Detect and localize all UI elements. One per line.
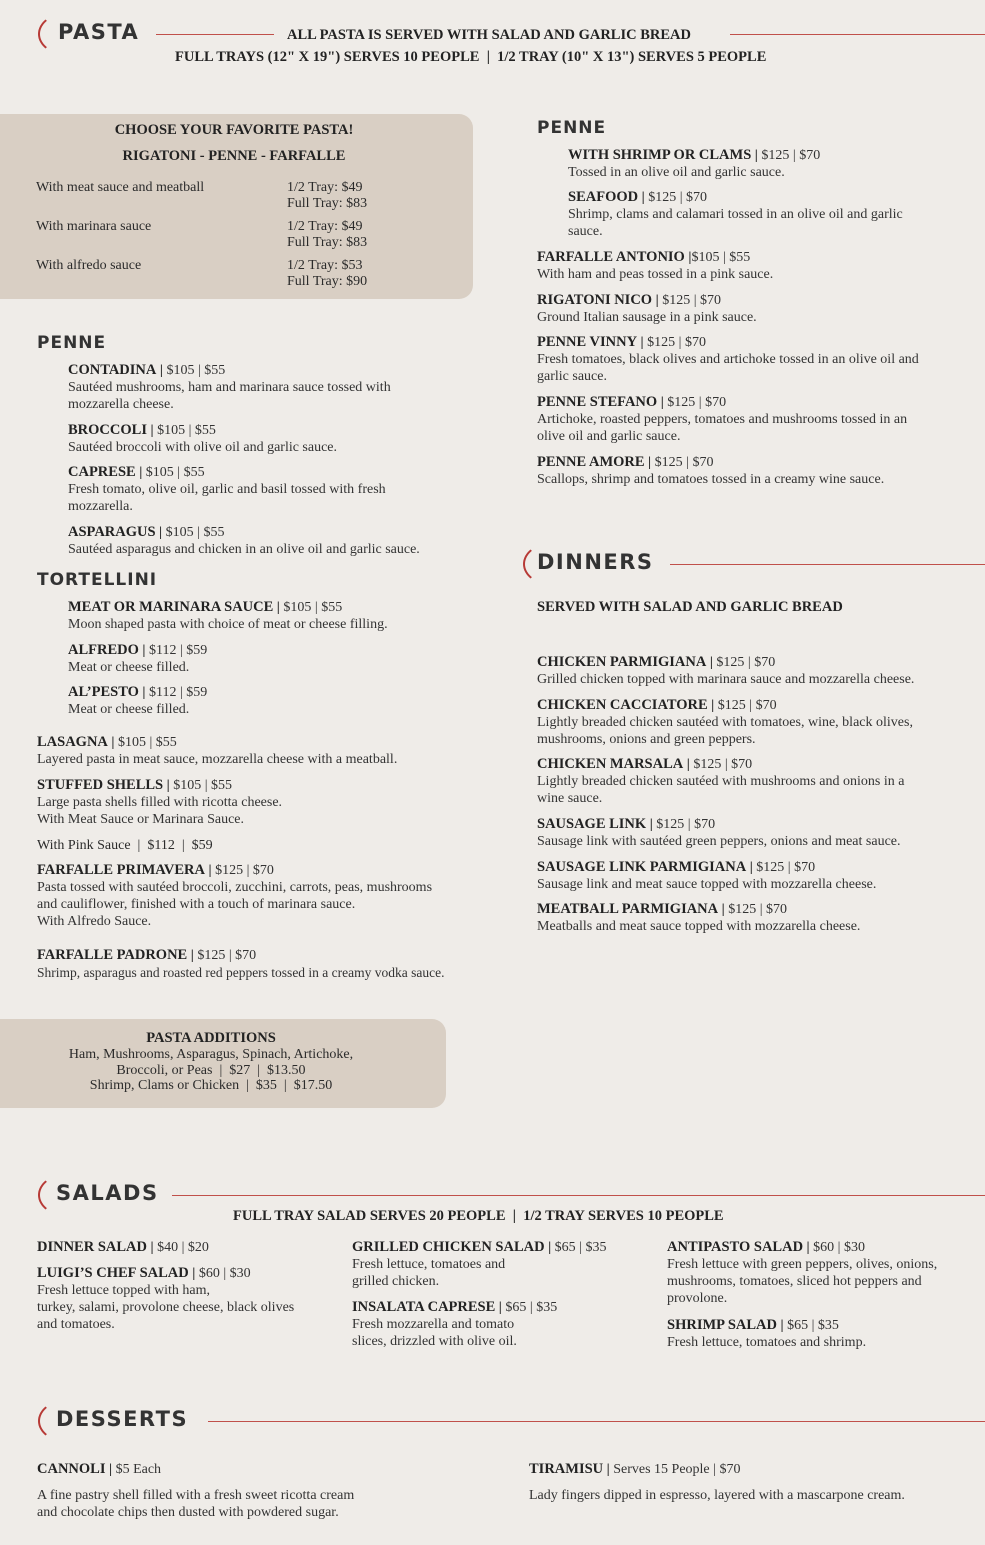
item-name: AL’PESTO [68, 684, 139, 700]
item-price: $125 | $70 [756, 860, 816, 875]
item-price: $65 | $35 [554, 1240, 607, 1255]
item-price: $105 | $55 [691, 250, 751, 265]
item-price: $112 | $59 [149, 643, 208, 658]
choose-row-half: 1/2 Tray: $49 [287, 180, 363, 195]
item-name: SAUSAGE LINK PARMIGIANA [537, 859, 747, 875]
menu-item: FARFALLE PADRONE | $125 | $70 Shrimp, asparagus and roasted red peppers tossed in a creamy vodka sauce. [37, 947, 445, 980]
section-divider [172, 1195, 985, 1196]
item-price: $65 | $35 [505, 1300, 558, 1315]
item-price: $125 | $70 [716, 655, 776, 670]
item-price: $125 | $70 [656, 817, 716, 832]
item-name: ALFREDO [68, 642, 139, 658]
menu-item: DINNER SALAD | $40 | $20 [37, 1239, 209, 1255]
item-desc: mozzarella. [68, 499, 133, 514]
menu-item: FARFALLE ANTONIO |$105 | $55 With ham and peas tossed in a pink sauce. [537, 249, 774, 282]
item-desc: Grilled chicken topped with marinara sauce and mozzarella cheese. [537, 672, 915, 687]
item-desc: With ham and peas tossed in a pink sauce. [537, 267, 774, 282]
item-name: MEATBALL PARMIGIANA [537, 901, 719, 917]
item-price: $125 | $70 [662, 293, 721, 308]
salads-section-title: SALADS [56, 1181, 159, 1205]
menu-item: MEAT OR MARINARA SAUCE | $105 | $55 Moon shaped pasta with choice of meat or cheese filling. [68, 599, 388, 632]
item-price: $105 | $55 [145, 465, 205, 480]
item-desc: With Meat Sauce or Marinara Sauce. [37, 812, 245, 827]
item-desc: turkey, salami, provolone cheese, black olives [37, 1300, 295, 1315]
item-price: $105 | $55 [283, 600, 343, 615]
dinners-note: SERVED WITH SALAD AND GARLIC BREAD [537, 599, 843, 615]
item-price: $105 | $55 [157, 423, 216, 438]
menu-item: CONTADINA | $105 | $55 Sautéed mushrooms, ham and marinara sauce tossed with mozzarella cheese. [68, 362, 391, 412]
item-name: WITH SHRIMP OR CLAMS [568, 147, 752, 163]
item-desc: With Alfredo Sauce. [37, 914, 152, 929]
menu-item: CHICKEN PARMIGIANA | $125 | $70 Grilled chicken topped with marinara sauce and mozzarella cheese. [537, 654, 915, 687]
item-price: $125 | $70 [693, 757, 753, 772]
item-name: CHICKEN MARSALA [537, 756, 684, 772]
item-name: STUFFED SHELLS [37, 777, 164, 793]
pasta-note-trays: FULL TRAYS (12" X 19") SERVES 10 PEOPLE | 1/2 TRAY (10" X 13") SERVES 5 PEOPLE [175, 49, 767, 65]
penne-left-title: PENNE [37, 333, 107, 353]
menu-item: SEAFOOD | $125 | $70 Shrimp, clams and calamari tossed in an olive oil and garlic sauce. [568, 189, 903, 239]
penne-right-title: PENNE [537, 118, 607, 138]
menu-item: TIRAMISU | Serves 15 People | $70 [529, 1461, 741, 1477]
choose-pasta-types: RIGATONI - PENNE - FARFALLE [122, 148, 346, 164]
item-price: $105 | $55 [166, 363, 226, 378]
pasta-section-title: PASTA [58, 20, 140, 44]
menu-item: CAPRESE | $105 | $55 Fresh tomato, olive oil, garlic and basil tossed with fresh mozzarella. [68, 464, 386, 514]
item-desc: Ground Italian sausage in a pink sauce. [537, 310, 757, 325]
pasta-note-salad: ALL PASTA IS SERVED WITH SALAD AND GARLIC BREAD [287, 27, 691, 43]
item-desc: Tossed in an olive oil and garlic sauce. [568, 165, 785, 180]
item-price: $60 | $30 [198, 1266, 251, 1281]
item-desc: sauce. [568, 224, 603, 239]
item-price: $40 | $20 [157, 1240, 209, 1255]
item-desc: A fine pastry shell filled with a fresh sweet ricotta cream [37, 1488, 355, 1503]
section-divider [156, 34, 274, 35]
item-name: CONTADINA [68, 362, 157, 378]
choose-pasta-title: CHOOSE YOUR FAVORITE PASTA! [114, 122, 354, 138]
item-desc: mushrooms, onions and green peppers. [537, 732, 756, 747]
item-price: $125 | $70 [717, 698, 777, 713]
menu-item: ANTIPASTO SALAD | $60 | $30 Fresh lettuce with green peppers, olives, onions, mushrooms, tomatoes, sliced hot peppers and provolone. [667, 1239, 938, 1306]
menu-item: SAUSAGE LINK PARMIGIANA | $125 | $70 Sausage link and meat sauce topped with mozzarella cheese. [537, 859, 877, 892]
item-name: CANNOLI [37, 1461, 106, 1477]
item-name: CHICKEN PARMIGIANA [537, 654, 707, 670]
menu-item: FARFALLE PRIMAVERA | $125 | $70 Pasta tossed with sautéed broccoli, zucchini, carrots, peas, mushrooms and cauliflower, finished with a touch of marinara sauce. With Alfredo Sauce. [37, 862, 433, 929]
menu-item: PENNE STEFANO | $125 | $70 Artichoke, roasted peppers, tomatoes and mushrooms tossed in an olive oil and garlic sauce. [537, 394, 908, 444]
item-description [529, 1487, 969, 1504]
choose-row-full: Full Tray: $90 [287, 274, 368, 289]
item-price: $105 | $55 [118, 735, 177, 750]
item-desc: Meat or cheese filled. [68, 702, 190, 717]
menu-item: BROCCOLI | $105 | $55 Sautéed broccoli with olive oil and garlic sauce. [68, 422, 338, 455]
item-desc: Fresh lettuce, tomatoes and [352, 1257, 506, 1272]
item-desc: mozzarella cheese. [68, 397, 174, 412]
item-desc: Layered pasta in meat sauce, mozzarella cheese with a meatball. [37, 752, 398, 767]
item-desc: grilled chicken. [352, 1274, 440, 1289]
item-price: $112 | $59 [149, 685, 208, 700]
item-description [37, 1487, 477, 1521]
item-desc: Fresh lettuce topped with ham, [37, 1283, 211, 1298]
item-price: $105 | $55 [173, 778, 233, 793]
pasta-additions-line: Shrimp, Clams or Chicken | $35 | $17.50 [89, 1078, 333, 1093]
pasta-additions-line: Broccoli, or Peas | $27 | $13.50 [116, 1063, 306, 1078]
item-desc: Fresh tomato, olive oil, garlic and basil tossed with fresh [68, 482, 386, 497]
choose-row-half: 1/2 Tray: $49 [287, 219, 363, 234]
item-desc: Shrimp, clams and calamari tossed in an olive oil and garlic [568, 207, 903, 222]
item-name: INSALATA CAPRESE [352, 1299, 496, 1315]
item-price: $65 | $35 [787, 1318, 839, 1333]
item-desc: Fresh lettuce with green peppers, olives, onions, [667, 1257, 938, 1272]
choose-row-full: Full Tray: $83 [287, 196, 368, 211]
item-price: $125 | $70 [667, 395, 727, 410]
menu-item: STUFFED SHELLS | $105 | $55 Large pasta shells filled with ricotta cheese. With Meat Sauce or Marinara Sauce. [37, 777, 283, 827]
item-desc: and chocolate chips then dusted with powdered sugar. [37, 1505, 339, 1520]
item-desc: provolone. [667, 1291, 728, 1306]
pasta-additions-line: Ham, Mushrooms, Asparagus, Spinach, Artichoke, [68, 1047, 354, 1062]
item-desc: Artichoke, roasted peppers, tomatoes and mushrooms tossed in an [537, 412, 908, 427]
menu-item: ALFREDO | $112 | $59 Meat or cheese filled. [68, 642, 208, 675]
item-desc: Lightly breaded chicken sautéed with mushrooms and onions in a [537, 774, 905, 789]
menu-item: LUIGI’S CHEF SALAD | $60 | $30 Fresh lettuce topped with ham, turkey, salami, provolone cheese, black olives and tomatoes. [37, 1265, 295, 1332]
pasta-additions-title: PASTA ADDITIONS [146, 1030, 276, 1046]
choose-row-label: With alfredo sauce [36, 258, 142, 273]
item-price: $125 | $70 [761, 148, 821, 163]
item-name: PENNE VINNY [537, 334, 638, 350]
item-desc: Meatballs and meat sauce topped with mozzarella cheese. [537, 919, 861, 934]
menu-item: WITH SHRIMP OR CLAMS | $125 | $70 Tossed in an olive oil and garlic sauce. [568, 147, 821, 180]
item-name: BROCCOLI [68, 422, 147, 438]
menu-item: LASAGNA | $105 | $55 Layered pasta in meat sauce, mozzarella cheese with a meatball. [37, 734, 398, 767]
item-name: SEAFOOD [568, 189, 639, 205]
section-divider [208, 1421, 985, 1422]
item-desc: Lady fingers dipped in espresso, layered with a mascarpone cream. [529, 1488, 905, 1503]
item-desc: slices, drizzled with olive oil. [352, 1334, 517, 1349]
item-desc: garlic sauce. [537, 369, 607, 384]
section-divider [730, 34, 985, 35]
choose-row-full: Full Tray: $83 [287, 235, 368, 250]
menu-item: CHICKEN MARSALA | $125 | $70 Lightly breaded chicken sautéed with mushrooms and onions in a wine sauce. [537, 756, 905, 806]
item-name: CAPRESE [68, 464, 136, 480]
item-name: FARFALLE PADRONE [37, 947, 188, 963]
item-desc: Moon shaped pasta with choice of meat or cheese filling. [68, 617, 388, 632]
menu-item: CHICKEN CACCIATORE | $125 | $70 Lightly breaded chicken sautéed with tomatoes, wine, black olives, mushrooms, onions and green peppers. [537, 697, 913, 747]
item-name: FARFALLE PRIMAVERA [37, 862, 205, 878]
item-price: $5 Each [115, 1462, 162, 1477]
item-price: $125 | $70 [647, 335, 706, 350]
section-divider [670, 564, 985, 565]
item-price: $60 | $30 [813, 1240, 865, 1255]
item-name: PENNE STEFANO [537, 394, 658, 410]
item-desc: mushrooms, tomatoes, sliced hot peppers and [667, 1274, 922, 1289]
item-name: RIGATONI NICO [537, 292, 653, 308]
item-name: FARFALLE ANTONIO [537, 249, 685, 265]
item-desc: Sautéed broccoli with olive oil and garlic sauce. [68, 440, 338, 455]
item-desc: Lightly breaded chicken sautéed with tomatoes, wine, black olives, [537, 715, 913, 730]
menu-item: AL’PESTO | $112 | $59 Meat or cheese filled. [68, 684, 208, 717]
dinners-section-title: DINNERS [537, 550, 654, 574]
item-name: GRILLED CHICKEN SALAD [352, 1239, 545, 1255]
item-desc: Fresh mozzarella and tomato [352, 1317, 515, 1332]
menu-item: CANNOLI | $5 Each [37, 1461, 162, 1477]
item-desc: Large pasta shells filled with ricotta cheese. [37, 795, 283, 810]
item-name: DINNER SALAD [37, 1239, 147, 1255]
item-price: $125 | $70 [215, 863, 274, 878]
item-price: $125 | $70 [728, 902, 788, 917]
item-desc: wine sauce. [537, 791, 603, 806]
item-name: ASPARAGUS [68, 524, 156, 540]
item-desc: Sautéed asparagus and chicken in an olive oil and garlic sauce. [68, 542, 420, 557]
item-desc: Pasta tossed with sautéed broccoli, zucchini, carrots, peas, mushrooms [37, 880, 433, 895]
item-price: $105 | $55 [165, 525, 225, 540]
item-price: $125 | $70 [648, 190, 707, 205]
menu-item: SAUSAGE LINK | $125 | $70 Sausage link with sautéed green peppers, onions and meat sauce. [537, 816, 901, 849]
menu-item: SHRIMP SALAD | $65 | $35 Fresh lettuce, tomatoes and shrimp. [667, 1317, 867, 1350]
menu-item: ASPARAGUS | $105 | $55 Sautéed asparagus and chicken in an olive oil and garlic sauce. [68, 524, 420, 557]
menu-item: INSALATA CAPRESE | $65 | $35 Fresh mozzarella and tomato slices, drizzled with olive oil. [352, 1299, 558, 1349]
item-desc: and tomatoes. [37, 1317, 115, 1332]
item-desc: Scallops, shrimp and tomatoes tossed in a creamy wine sauce. [537, 472, 885, 487]
item-desc: Fresh lettuce, tomatoes and shrimp. [667, 1335, 867, 1350]
menu-item: PENNE AMORE | $125 | $70 Scallops, shrimp and tomatoes tossed in a creamy wine sauce. [537, 454, 885, 487]
item-desc: Fresh tomatoes, black olives and artichoke tossed in an olive oil and [537, 352, 919, 367]
item-desc: olive oil and garlic sauce. [537, 429, 681, 444]
desserts-section-title: DESSERTS [56, 1407, 189, 1431]
item-desc: Sausage link and meat sauce topped with mozzarella cheese. [537, 877, 877, 892]
item-name: SHRIMP SALAD [667, 1317, 777, 1333]
menu-item: MEATBALL PARMIGIANA | $125 | $70 Meatballs and meat sauce topped with mozzarella cheese. [537, 901, 861, 934]
item-desc: Shrimp, asparagus and roasted red peppers tossed in a creamy vodka sauce. [37, 965, 445, 980]
choose-row-label: With marinara sauce [36, 219, 152, 234]
item-price: Serves 15 People | $70 [613, 1462, 741, 1477]
salads-note: FULL TRAY SALAD SERVES 20 PEOPLE | 1/2 TRAY SERVES 10 PEOPLE [233, 1208, 724, 1224]
item-desc: Sausage link with sautéed green peppers, onions and meat sauce. [537, 834, 901, 849]
menu-item: GRILLED CHICKEN SALAD | $65 | $35 Fresh lettuce, tomatoes and grilled chicken. [352, 1239, 607, 1289]
item-name: MEAT OR MARINARA SAUCE [68, 599, 274, 615]
item-name: CHICKEN CACCIATORE [537, 697, 708, 713]
item-desc: and cauliflower, finished with a touch of marinara sauce. [37, 897, 356, 912]
choose-row-half: 1/2 Tray: $53 [287, 258, 363, 273]
tortellini-title: TORTELLINI [37, 570, 158, 590]
item-price: $125 | $70 [197, 948, 257, 963]
item-name: SAUSAGE LINK [537, 816, 647, 832]
item-desc: Meat or cheese filled. [68, 660, 190, 675]
menu-item: PENNE VINNY | $125 | $70 Fresh tomatoes, black olives and artichoke tossed in an olive oil and garlic sauce. [537, 334, 919, 384]
item-name: ANTIPASTO SALAD [667, 1239, 804, 1255]
choose-row-label: With meat sauce and meatball [36, 180, 205, 195]
item-name: TIRAMISU [529, 1461, 604, 1477]
item-desc: Sautéed mushrooms, ham and marinara sauce tossed with [68, 380, 391, 395]
item-name: PENNE AMORE [537, 454, 645, 470]
menu-item: RIGATONI NICO | $125 | $70 Ground Italian sausage in a pink sauce. [537, 292, 757, 325]
item-name: LUIGI’S CHEF SALAD [37, 1265, 189, 1281]
pink-sauce-option: With Pink Sauce | $112 | $59 [37, 838, 213, 853]
item-name: LASAGNA [37, 734, 108, 750]
item-price: $125 | $70 [654, 455, 714, 470]
